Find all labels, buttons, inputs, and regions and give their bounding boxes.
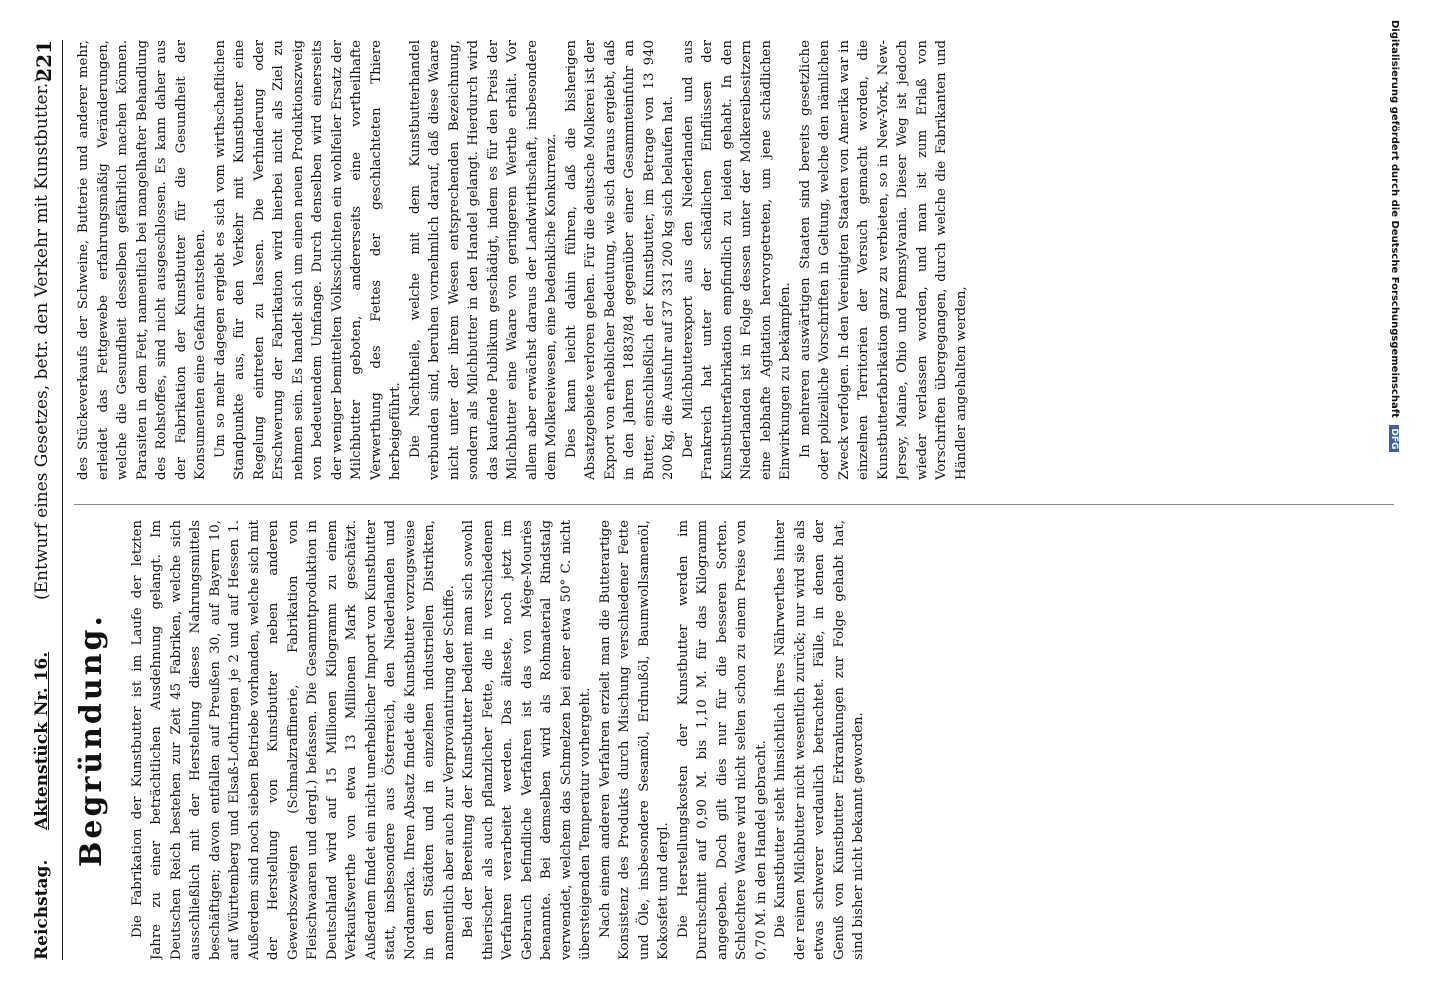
header-title: (Entwurf eines Gesetzes, betr. den Verkehr mit Kunstbutter.) [32, 76, 52, 600]
paragraph: Der Milchbutterexport aus den Niederlanden und aus Frankreich hat unter der schädlichen Einflüssen der Kunstbutterfabrikation empfindlich zu leiden gehabt. In den Niederlanden ist in Folge dessen unter der Molkereibesitzern eine lebhafte Agitation hervorgetreten, um jene schädlichen Einwirkungen zu bekämpfen. [680, 40, 793, 480]
paragraph: Die Nachtheile, welche mit dem Kunstbutterhandel verbunden sind, beruhen vornehmlich darauf, daß diese Waare nicht unter der ihrem Wesen entsprechenden Bezeichnung, sondern als Milchbutter in den Handel gelangt. Hierdurch wird das kaufende Publikum geschädigt, indem es für den Preis der Milchbutter eine Waare von geringerem Werthe erhält. Vor allem aber erwächst daraus der Landwirthschaft, insbesondere dem Molkereiwesen, eine bedenkliche Konkurrenz. [407, 40, 559, 480]
paragraph: des Stückeverkaufs der Schweine, Butterie und anderer mehr, erleidet das Fettgewebe erfahrungsmäßig Veränderungen, welche die Gesundheit desselben gefährlich machen können. Parasiten in dem Fett, namentlich bei mangelhafter Behandlung des Rohstoffes, sind nicht ausgeschlossen. Es kann daher aus der Fabrikation der Kunstbutter für die Gesundheit der Konsumenten eine Gefahr entstehen. [76, 40, 208, 480]
header-aktenstueck: Aktenstück Nr. 16. [32, 651, 52, 830]
paragraph: Nach einem anderen Verfahren erzielt man die Butterartige Konsistenz des Produkts durch Mischung verschiedener Fette und Öle, insbesondere Sesamöl, Erdnußöl, Baumwollsamenöl, Kokosfett und dergl. [597, 520, 671, 960]
dfg-credit [1389, 20, 1400, 452]
paragraph: Bei der Bereitung der Kunstbutter bedient man sich sowohl thierischer als auch pflanzlicher Fette, die in verschiedenen Verfahren verarbeitet werden. Das älteste, noch jetzt im Gebrauch befindliche Verfahren ist das von Mège-Mouriès benannte. Bei demselben wird als Rohmaterial Rindstalg verwendet, welchem das Schmelzen bei einer etwa 50° C. nicht übersteigenden Temperatur vorhergeht. [461, 520, 593, 960]
left-column [74, 520, 1404, 960]
paragraph: Die Herstellungskosten der Kunstbutter werden im Durchschnitt auf 0,90 M. bis 1,10 M. für das Kilogramm angegeben. Doch gilt dies nur für die besseren Sorten. Schlechtere Waare wird nicht selten schon zu einem Preise von 0,70 M. in den Handel gebracht. [675, 520, 769, 960]
header-rule [62, 40, 63, 960]
paragraph: Dies kann leicht dahin führen, daß die bisherigen Absatzgebiete verloren gehen. Für die deutsche Molkerei ist der Export von erheblicher Bedeutung, wie sich daraus ergiebt, daß in den Jahren 1883/84 gegenüber einer Gesammteinfuhr an Butter, einschließlich der Kunstbutter, im Betrage von 13 940 200 kg, die Ausfuhr auf 37 331 200 kg sich belaufen hat. [563, 40, 676, 480]
paragraph: In mehreren auswärtigen Staaten sind bereits gesetzliche oder polizeiliche Vorschriften in Geltung, welche den nämlichen Zweck verfolgen. In den Vereinigten Staaten von Amerika war in einzelnen Territorien der Versuch gemacht worden, die Kunstbutterfabrikation ganz zu verbieten, so in New-York, New-Jersey, Maine, Ohio und Pennsylvania. Dieser Weg ist jedoch wieder verlassen worden, und man ist zum Erlaß von Vorschriften übergegangen, durch welche die Fabrikanten und Händler angehalten werden, [797, 40, 969, 480]
dfg-logo: DFG [1389, 425, 1399, 452]
page-header [32, 40, 60, 960]
dfg-credit-text: Digitalisierung gefördert durch die Deutsche Forschungsgemeinschaft [1389, 20, 1400, 418]
paragraph: Die Kunstbutter steht hinsichtlich ihres Nährwerthes hinter der reinen Milchbutter nicht wesentlich zurück; nur wird sie als etwas schwerer verdaulich betrachtet. Fälle, in denen der Genuß von Kunstbutter Erkrankungen zur Folge gehabt hat, sind bisher nicht bekannt geworden. [773, 520, 866, 960]
page-number: 221 [32, 40, 56, 82]
column-divider [74, 504, 1394, 505]
right-column [74, 40, 1404, 480]
header-reichstag: Reichstag. [32, 859, 52, 960]
paragraph: Um so mehr dagegen ergiebt es sich vom wirthschaftlichen Standpunkte aus, für den Verkehr mit Kunstbutter eine Regelung eintreten zu lassen. Die Verhinderung oder Erschwerung der Fabrikation wird hierbei nicht als Ziel zu nehmen sein. Es handelt sich um einen neuen Produktionszweig von bedeutendem Umfange. Durch denselben wird einerseits der weniger bemittelten Volksschichten ein wohlfeiler Ersatz der Milchbutter geboten, andererseits eine vortheilhafte Verwerthung des Fettes der geschlachteten Thiere herbeigeführt. [212, 40, 403, 480]
section-title: Begründung. [74, 613, 109, 867]
paragraph: Die Fabrikation der Kunstbutter ist im Laufe der letzten Jahre zu einer beträchtlichen Ausdehnung gelangt. Im Deutschen Reich bestehen zur Zeit 45 Fabriken, welche sich ausschließlich mit der Herstellung dieses Nahrungsmittels beschäftigen; davon entfallen auf Preußen 30, auf Bayern 10, auf Württemberg und Elsaß-Lothringen je 2 und auf Hessen 1. Außerdem sind noch sieben Betriebe vorhanden, welche sich mit der Herstellung von Kunstbutter neben anderen Gewerbszweigen (Schmalzraffinerie, Fabrikation von Fleischwaaren und dergl.) befassen. Die Gesammtproduktion in Deutschland wird auf 15 Millionen Kilogramm zu einem Verkaufswerthe von etwa 13 Millionen Mark geschätzt. Außerdem findet ein nicht unerheblicher Import von Kunstbutter statt, insbesondere aus Österreich, den Niederlanden und Nordamerika. Ihren Absatz findet die Kunstbutter vorzugsweise in den Städten und in einzelnen industriellen Distrikten, namentlich aber auch zur Verproviantirung der Schiffe. [129, 520, 457, 960]
